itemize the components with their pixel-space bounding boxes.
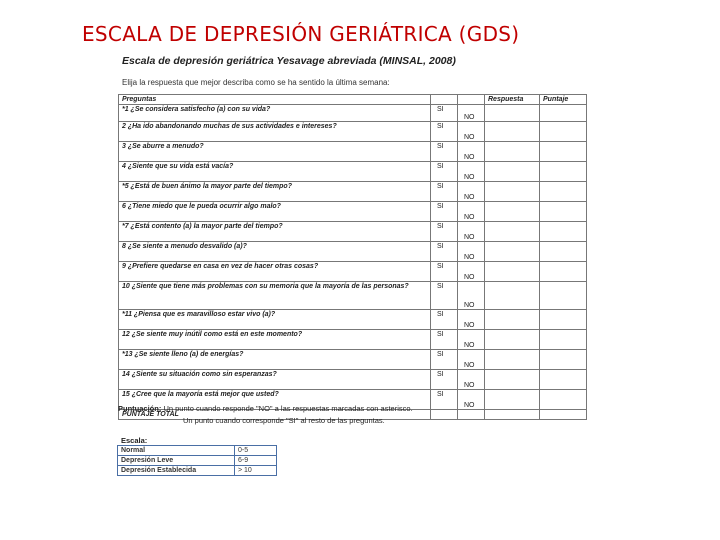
score-cell[interactable] [540,202,587,222]
question-row [119,282,587,310]
score-cell[interactable] [540,330,587,350]
yes-cell[interactable] [431,262,458,282]
question-text: 15 ¿Cree que la mayoría está mejor que usted? [119,390,431,410]
response-cell[interactable] [485,282,540,310]
answer-yes: SI [437,143,444,150]
total-score-cell[interactable] [540,410,587,420]
yes-cell[interactable] [431,182,458,202]
score-cell[interactable] [540,122,587,142]
scoring-line-1: Un punto cuando responde "NO" a las respuestas marcadas con asterisco. [163,404,413,413]
answer-yes: SI [437,331,444,338]
question-text: 9 ¿Prefiere quedarse en casa en vez de hacer otras cosas? [119,262,431,282]
answer-yes: SI [437,283,444,290]
total-label: PUNTAJE TOTAL [119,410,431,420]
score-cell[interactable] [540,262,587,282]
question-text: 3 ¿Se aburre a menudo? [119,142,431,162]
scale-category: Depresión Establecida [118,466,235,476]
question-row [119,262,587,282]
question-text: 10 ¿Siente que tiene más problemas con su memoria que la mayoría de las personas? [119,282,431,310]
response-cell[interactable] [485,182,540,202]
score-cell[interactable] [540,105,587,122]
scale-row [118,446,277,456]
question-row [119,222,587,242]
question-row [119,330,587,350]
answer-yes: SI [437,243,444,250]
answer-yes: SI [437,183,444,190]
answer-no: NO [464,214,475,221]
yes-cell[interactable] [431,202,458,222]
score-cell[interactable] [540,282,587,310]
no-cell[interactable] [458,262,485,282]
response-cell[interactable] [485,350,540,370]
response-cell[interactable] [485,330,540,350]
gds-table-body [119,95,587,420]
header-score: Puntaje [540,95,587,105]
answer-yes: SI [437,371,444,378]
document-title [122,55,456,67]
yes-cell[interactable] [431,122,458,142]
no-cell[interactable] [458,370,485,390]
answer-yes: SI [437,351,444,358]
no-cell[interactable] [458,350,485,370]
question-text: *7 ¿Está contento (a) la mayor parte del tiempo? [119,222,431,242]
header-blank [458,95,485,105]
score-cell[interactable] [540,142,587,162]
response-cell[interactable] [485,262,540,282]
header-response: Respuesta [485,95,540,105]
header-questions: Preguntas [119,95,431,105]
yes-cell[interactable] [431,390,458,410]
answer-no: NO [464,322,475,329]
answer-yes: SI [437,163,444,170]
table-header-row [119,95,587,105]
response-cell[interactable] [485,310,540,330]
answer-no: NO [464,174,475,181]
question-row [119,242,587,262]
yes-cell[interactable] [431,222,458,242]
question-text: 2 ¿Ha ido abandonando muchas de sus actividades e intereses? [119,122,431,142]
answer-yes: SI [437,391,444,398]
response-cell[interactable] [485,162,540,182]
document-title-text: Escala de depresión geriátrica Yesavage abreviada [122,55,377,67]
answer-yes: SI [437,106,444,113]
score-cell[interactable] [540,222,587,242]
no-cell[interactable] [458,310,485,330]
no-cell[interactable] [458,390,485,410]
yes-cell[interactable] [431,105,458,122]
document-reference: (MINSAL, 2008) [379,55,456,67]
scale-range: 6-9 [235,456,277,466]
response-cell[interactable] [485,370,540,390]
question-text: 6 ¿Tiene miedo que le pueda ocurrir algo malo? [119,202,431,222]
scoring-line-2: Un punto cuando corresponde "SI" al resto de las preguntas. [183,416,385,425]
response-cell[interactable] [485,105,540,122]
no-cell[interactable] [458,202,485,222]
total-blank-cell [431,410,458,420]
question-text: 8 ¿Se siente a menudo desvalido (a)? [119,242,431,262]
question-row [119,370,587,390]
question-row [119,182,587,202]
score-cell[interactable] [540,242,587,262]
answer-no: NO [464,154,475,161]
instruction-text: Elija la respuesta que mejor describa como se ha sentido la última semana: [122,78,390,87]
question-text: *11 ¿Piensa que es maravilloso estar vivo (a)? [119,310,431,330]
response-cell[interactable] [485,242,540,262]
question-row [119,202,587,222]
answer-no: NO [464,402,475,409]
scale-range: 0-5 [235,446,277,456]
question-text: *5 ¿Está de buen ánimo la mayor parte del tiempo? [119,182,431,202]
answer-yes: SI [437,223,444,230]
slide-title: ESCALA DE DEPRESIÓN GERIÁTRICA (GDS) [82,22,520,46]
yes-cell[interactable] [431,330,458,350]
response-cell[interactable] [485,122,540,142]
yes-cell[interactable] [431,242,458,262]
answer-yes: SI [437,311,444,318]
scale-table [117,445,277,476]
scoring-label: Puntuación: [118,404,162,413]
response-cell[interactable] [485,222,540,242]
yes-cell[interactable] [431,282,458,310]
yes-cell[interactable] [431,310,458,330]
question-row [119,105,587,122]
answer-no: NO [464,274,475,281]
scale-category: Depresión Leve [118,456,235,466]
no-cell[interactable] [458,242,485,262]
no-cell[interactable] [458,222,485,242]
response-cell[interactable] [485,142,540,162]
gds-questions-table [118,94,587,420]
no-cell[interactable] [458,282,485,310]
scale-title: Escala: [121,436,148,445]
question-text: 12 ¿Se siente muy inútil como está en este momento? [119,330,431,350]
no-cell[interactable] [458,105,485,122]
answer-yes: SI [437,203,444,210]
score-cell[interactable] [540,370,587,390]
no-cell[interactable] [458,182,485,202]
score-cell[interactable] [540,310,587,330]
scale-row [118,456,277,466]
yes-cell[interactable] [431,370,458,390]
answer-no: NO [464,234,475,241]
header-blank [431,95,458,105]
answer-no: NO [464,342,475,349]
score-cell[interactable] [540,390,587,410]
no-cell[interactable] [458,142,485,162]
question-text: 4 ¿Siente que su vida está vacía? [119,162,431,182]
no-cell[interactable] [458,162,485,182]
scoring-note [118,404,413,413]
question-row [119,350,587,370]
score-cell[interactable] [540,350,587,370]
score-cell[interactable] [540,182,587,202]
scale-category: Normal [118,446,235,456]
yes-cell[interactable] [431,350,458,370]
answer-no: NO [464,254,475,261]
answer-no: NO [464,362,475,369]
yes-cell[interactable] [431,162,458,182]
question-text: *1 ¿Se considera satisfecho (a) con su vida? [119,105,431,122]
scale-table-body [118,446,277,476]
answer-no: NO [464,194,475,201]
yes-cell[interactable] [431,142,458,162]
total-blank-cell [485,410,540,420]
question-text: 14 ¿Siente su situación como sin esperanzas? [119,370,431,390]
response-cell[interactable] [485,390,540,410]
answer-yes: SI [437,263,444,270]
answer-yes: SI [437,123,444,130]
score-cell[interactable] [540,162,587,182]
no-cell[interactable] [458,122,485,142]
response-cell[interactable] [485,202,540,222]
question-row [119,122,587,142]
question-row [119,162,587,182]
question-text: *13 ¿Se siente lleno (a) de energías? [119,350,431,370]
scale-range: > 10 [235,466,277,476]
answer-no: NO [464,134,475,141]
no-cell[interactable] [458,330,485,350]
answer-no: NO [464,382,475,389]
scale-row [118,466,277,476]
answer-no: NO [464,302,475,309]
question-row [119,310,587,330]
answer-no: NO [464,114,475,121]
total-blank-cell [458,410,485,420]
question-row [119,142,587,162]
